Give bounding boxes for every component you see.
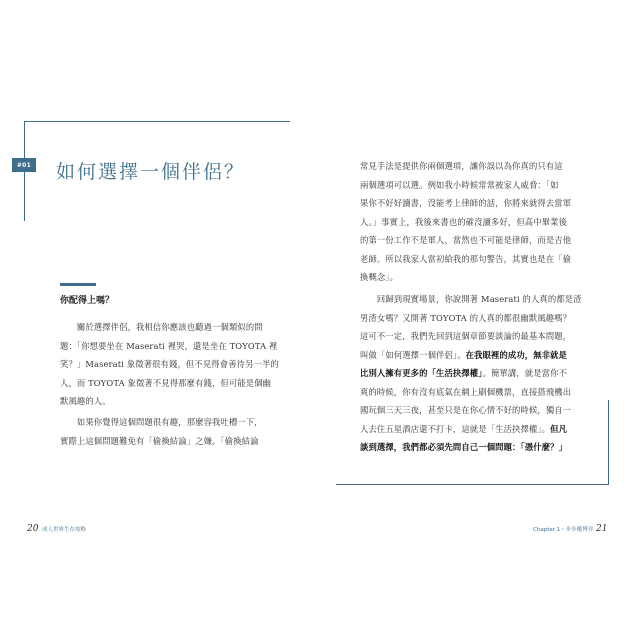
text-line: 男渣女嗎？又開著 TOYOTA 的人真的都很幽默風趣嗎？	[360, 312, 572, 323]
text-line: 果你不好好讀書，沒能考上律師的話，你將來就得去當軍	[360, 198, 572, 208]
text-line: 實際上這個問題難免有「偷換結論」之嫌。「偷換結論	[60, 435, 259, 446]
text-line: 換概念」。	[360, 272, 399, 282]
text-line: 兩個選項可以選。例如我小時候常常被家人威脅：「如	[360, 179, 559, 190]
text-line: 笑？」Maserati 象徵著很有錢，但不見得會善待另一半的	[60, 359, 279, 369]
section-heading: 你配得上嗎？	[60, 296, 115, 306]
page-title: 如何選擇一個伴侶？	[56, 161, 246, 183]
text-line: 關於選擇伴侶，我相信你應該也聽過一個類似的問	[60, 322, 263, 332]
text-line: 這可不一定，我們先回到這個章節要談論的最基本問題，	[360, 331, 572, 341]
left-paragraph-2	[60, 413, 263, 450]
text-line: 人。」事實上，我後來書也的確沒讀多好，但高中畢業後	[360, 216, 568, 227]
text-line	[360, 420, 582, 439]
text-line: 的第一份工作不是軍人，當然也不可能是律師，而是吉他	[360, 235, 572, 245]
text-line: 常見手法是提供你兩個選項，讓你誤以為你真的只有這	[360, 161, 563, 171]
text-line: 回歸到現實場景，你說開著 Maserati 的人真的都是渣	[360, 294, 582, 304]
frame-line-right	[608, 400, 609, 485]
text-line: 爽的時候，你有沒有底氣在網上刷個機票，直接搭飛機出	[360, 386, 572, 397]
text-run: 叫做「如何選擇一個伴侶」。	[360, 349, 466, 360]
left-paragraph-1	[60, 318, 279, 411]
running-footer-right: Chapter 1・步步權博弈	[533, 527, 594, 533]
emphasis-text: 比別人擁有更多的「生活抉擇權」	[360, 368, 483, 378]
emphasis-text: 在我眼裡的成功，無非就是	[465, 349, 568, 360]
text-run: 人去住五星酒店還不打卡，這就是「生活抉擇權」。	[360, 423, 551, 434]
text-run: 。簡單講，就是當你不	[482, 368, 568, 378]
text-line: 人，而 TOYOTA 象徵著不見得那麼有錢，但可能是個幽	[60, 377, 272, 388]
text-line: 如果你覺得這個問題很有趣，那麼容我吐槽一下，	[60, 417, 263, 427]
text-line	[360, 346, 582, 365]
text-line	[360, 364, 582, 383]
right-paragraph-1	[360, 157, 571, 287]
text-line: 題：「你想要坐在 Maserati 裡哭，還是坐在 TOYOTA 裡	[60, 340, 278, 351]
page-number-left: 20	[27, 524, 39, 534]
running-footer-left: 成人世界生存攻略	[42, 527, 87, 533]
text-line: 談到選擇，我們都必須先問自己一個問題：「憑什麼？」	[360, 442, 568, 452]
page-number-right: 21	[596, 524, 608, 534]
emphasis-text: 但凡	[550, 423, 568, 434]
text-line: 默風趣的人。	[60, 396, 111, 406]
frame-line-bottom	[336, 484, 609, 485]
right-paragraph-2	[360, 290, 582, 457]
section-rule	[60, 283, 96, 286]
section-number-badge: #01	[12, 158, 36, 172]
frame-line-top	[24, 121, 290, 122]
text-line: 國玩個三天三夜，甚至只是在你心情不好的時候，獨自一	[360, 405, 572, 415]
text-line: 老師。所以我家人當初給我的那句警告，其實也是在「偷	[360, 253, 572, 264]
